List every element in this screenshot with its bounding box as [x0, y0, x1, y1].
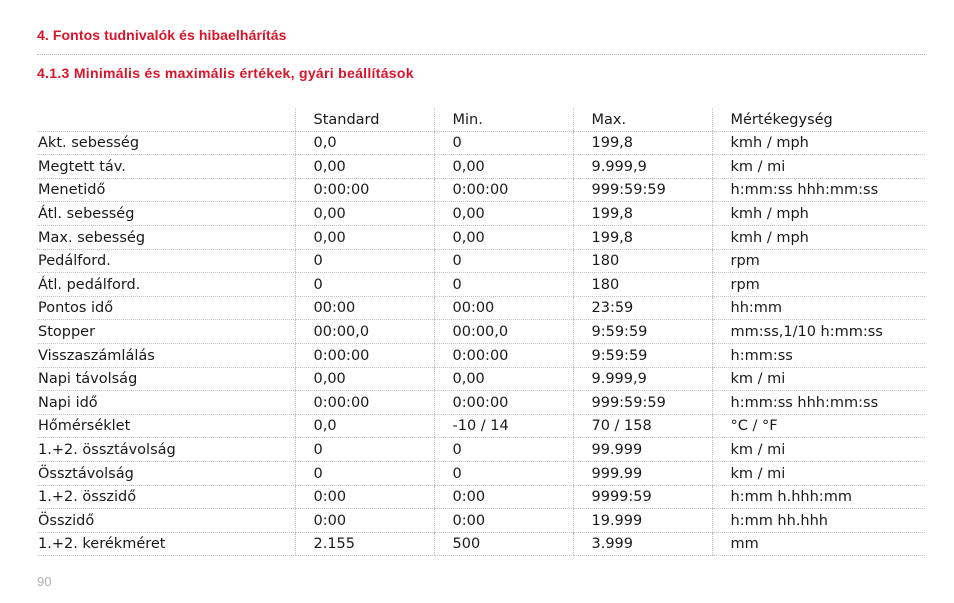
table-row	[37, 273, 925, 297]
table-cell: 00:00	[295, 296, 434, 320]
table-cell: h:mm hh.hhh	[712, 509, 925, 533]
table-cell: mm:ss,1/10 h:mm:ss	[712, 320, 925, 344]
table-cell: 180	[573, 273, 712, 297]
table-cell: 0,00	[295, 202, 434, 226]
table-cell: 9.999,9	[573, 155, 712, 179]
table-cell: 23:59	[573, 296, 712, 320]
table-cell: 0	[434, 273, 573, 297]
table-cell: 3.999	[573, 532, 712, 556]
row-label: Átl. pedálford.	[37, 273, 295, 297]
table-cell: -10 / 14	[434, 414, 573, 438]
table-cell: 0:00:00	[434, 391, 573, 415]
table-cell: 9.999,9	[573, 367, 712, 391]
table-cell: 0	[434, 461, 573, 485]
table-cell: h:mm:ss hhh:mm:ss	[712, 178, 925, 202]
table-row	[37, 296, 925, 320]
table-cell: 0:00:00	[295, 391, 434, 415]
table-row	[37, 391, 925, 415]
table-cell: 0	[434, 438, 573, 462]
table-cell: 9:59:59	[573, 320, 712, 344]
row-label: Pedálford.	[37, 249, 295, 273]
table-row	[37, 155, 925, 179]
table-cell: 0	[434, 249, 573, 273]
table-cell: rpm	[712, 273, 925, 297]
subsection-heading: 4.1.3 Minimális és maximális értékek, gyári beállítások	[37, 65, 414, 81]
table-cell: 0:00:00	[434, 178, 573, 202]
table-row	[37, 367, 925, 391]
table-row	[37, 509, 925, 533]
column-header: Max.	[573, 108, 712, 131]
table-cell: 9999:59	[573, 485, 712, 509]
table-cell: kmh / mph	[712, 225, 925, 249]
table-cell: 00:00,0	[434, 320, 573, 344]
section-heading: 4. Fontos tudnivalók és hibaelhárítás	[37, 27, 287, 43]
row-label: Össztávolság	[37, 461, 295, 485]
row-label: 1.+2. össztávolság	[37, 438, 295, 462]
table-row	[37, 461, 925, 485]
table-cell: 999:59:59	[573, 391, 712, 415]
table-cell: 0,00	[295, 155, 434, 179]
table-cell: 0	[295, 461, 434, 485]
table-cell: h:mm:ss hhh:mm:ss	[712, 391, 925, 415]
values-table	[37, 108, 925, 556]
table-cell: km / mi	[712, 438, 925, 462]
table-cell: 0,00	[434, 367, 573, 391]
table-row	[37, 414, 925, 438]
table-cell: 999.99	[573, 461, 712, 485]
row-label: Átl. sebesség	[37, 202, 295, 226]
table-header-row	[37, 108, 925, 131]
table-cell: km / mi	[712, 367, 925, 391]
row-label: 1.+2. kerékméret	[37, 532, 295, 556]
row-label: Napi távolság	[37, 367, 295, 391]
table-cell: 0:00:00	[295, 178, 434, 202]
table-cell: 199,8	[573, 131, 712, 155]
table-cell: 0,00	[434, 155, 573, 179]
table-cell: kmh / mph	[712, 202, 925, 226]
table-cell: °C / °F	[712, 414, 925, 438]
table-row	[37, 131, 925, 155]
table-cell: 0:00	[434, 485, 573, 509]
table-cell: 99.999	[573, 438, 712, 462]
table-cell: 199,8	[573, 202, 712, 226]
table-cell: kmh / mph	[712, 131, 925, 155]
table-cell: mm	[712, 532, 925, 556]
column-header: Standard	[295, 108, 434, 131]
row-label: Hőmérséklet	[37, 414, 295, 438]
table-row	[37, 320, 925, 344]
page-number: 90	[37, 574, 52, 589]
column-header	[37, 108, 295, 131]
table-cell: 0,0	[295, 414, 434, 438]
table-cell: 199,8	[573, 225, 712, 249]
table-cell: 2.155	[295, 532, 434, 556]
table-cell: 0:00	[295, 485, 434, 509]
table-cell: 0,00	[295, 367, 434, 391]
table-cell: 500	[434, 532, 573, 556]
table-body	[37, 131, 925, 556]
table-cell: 19.999	[573, 509, 712, 533]
table-cell: 9:59:59	[573, 343, 712, 367]
table-cell: 0	[434, 131, 573, 155]
table-cell: 0	[295, 249, 434, 273]
row-label: Stopper	[37, 320, 295, 344]
table-cell: 00:00,0	[295, 320, 434, 344]
table-cell: 0:00:00	[434, 343, 573, 367]
table-row	[37, 343, 925, 367]
row-label: Pontos idő	[37, 296, 295, 320]
table-cell: 180	[573, 249, 712, 273]
row-label: Menetidő	[37, 178, 295, 202]
table-row	[37, 202, 925, 226]
table-cell: 999:59:59	[573, 178, 712, 202]
table-cell: 0:00:00	[295, 343, 434, 367]
table-cell: 0,00	[434, 225, 573, 249]
row-label: Akt. sebesség	[37, 131, 295, 155]
table-row	[37, 532, 925, 556]
column-header: Mértékegység	[712, 108, 925, 131]
table-cell: 0,0	[295, 131, 434, 155]
table-cell: 0,00	[434, 202, 573, 226]
table-cell: 70 / 158	[573, 414, 712, 438]
row-label: 1.+2. összidő	[37, 485, 295, 509]
table-cell: km / mi	[712, 155, 925, 179]
row-label: Összidő	[37, 509, 295, 533]
table-cell: hh:mm	[712, 296, 925, 320]
table-cell: 0,00	[295, 225, 434, 249]
table-cell: rpm	[712, 249, 925, 273]
table-cell: h:mm:ss	[712, 343, 925, 367]
table-cell: 0:00	[295, 509, 434, 533]
table-cell: 0	[295, 438, 434, 462]
row-label: Megtett táv.	[37, 155, 295, 179]
row-label: Max. sebesség	[37, 225, 295, 249]
row-label: Visszaszámlálás	[37, 343, 295, 367]
table-row	[37, 438, 925, 462]
table-cell: km / mi	[712, 461, 925, 485]
table-cell: 0:00	[434, 509, 573, 533]
table-row	[37, 249, 925, 273]
table-row	[37, 178, 925, 202]
heading-divider	[37, 54, 925, 55]
table-cell: 00:00	[434, 296, 573, 320]
table-cell: h:mm h.hhh:mm	[712, 485, 925, 509]
table-row	[37, 225, 925, 249]
row-label: Napi idő	[37, 391, 295, 415]
table-row	[37, 485, 925, 509]
table-cell: 0	[295, 273, 434, 297]
column-header: Min.	[434, 108, 573, 131]
